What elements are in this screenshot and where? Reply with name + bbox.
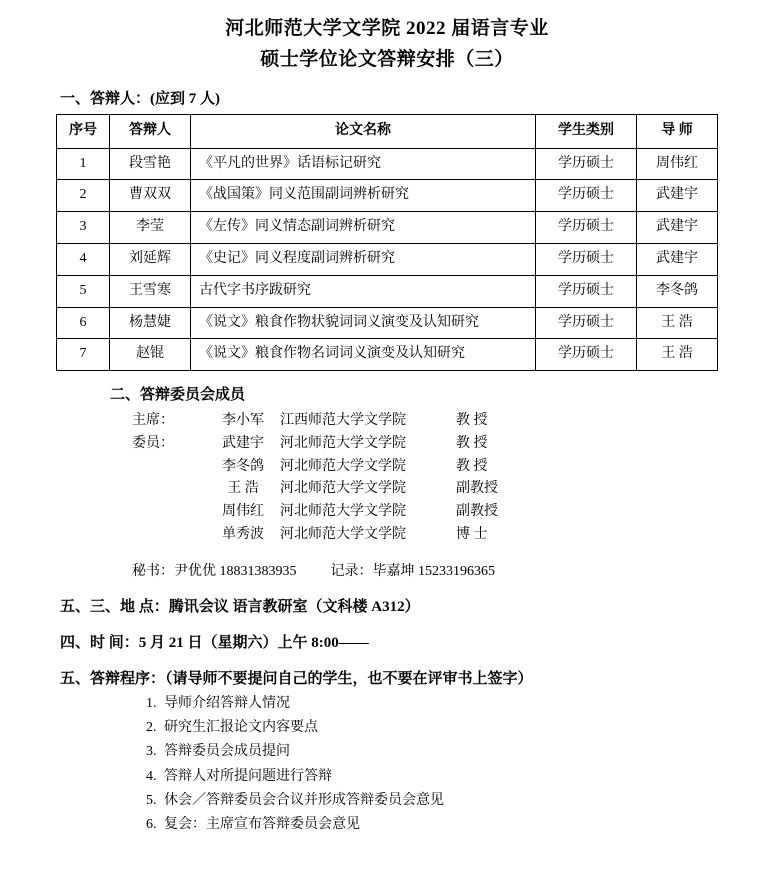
list-item: 6. 复会：主席宣布答辩委员会意见 — [160, 813, 718, 837]
member-org: 江西师范大学文学院 — [280, 413, 406, 429]
section-heading-time: 四、时 间：5 月 21 日（星期六）上午 8:00—— — [60, 635, 369, 652]
list-item — [132, 456, 718, 479]
cell-advisor: 武建宇 — [637, 212, 718, 244]
member-org: 河北师范大学文学院 — [280, 458, 406, 474]
section-heading-defenders: 一、答辩人：(应到 7 人) — [60, 90, 220, 107]
member-rank: 教 授 — [456, 458, 488, 474]
table-row — [57, 212, 718, 244]
member-role — [132, 478, 206, 501]
cell-advisor: 武建宇 — [637, 180, 718, 212]
column-header-student-type: 学生类别 — [536, 114, 637, 148]
member-org: 河北师范大学文学院 — [280, 481, 406, 497]
document-title-line-2: 硕士学位论文答辩安排（三） — [260, 49, 514, 71]
cell-student-type: 学历硕士 — [536, 212, 637, 244]
column-header-advisor: 导 师 — [637, 114, 718, 148]
cell-no: 7 — [57, 339, 110, 371]
cell-student-type: 学历硕士 — [536, 148, 637, 180]
cell-no: 1 — [57, 148, 110, 180]
cell-thesis: 《史记》同义程度副词辨析研究 — [191, 244, 536, 276]
member-rank: 副教授 — [456, 481, 498, 497]
cell-advisor: 周伟红 — [637, 148, 718, 180]
recorder-value: 毕嘉坤 15233196365 — [372, 564, 495, 580]
cell-defender: 段雪艳 — [110, 148, 191, 180]
cell-defender: 刘延辉 — [110, 244, 191, 276]
list-item — [132, 410, 718, 433]
defense-schedule-table — [56, 114, 718, 371]
column-header-no: 序号 — [57, 114, 110, 148]
cell-thesis: 《左传》同义情态副词辨析研究 — [191, 212, 536, 244]
cell-no: 5 — [57, 275, 110, 307]
secretary-line — [56, 560, 718, 580]
cell-advisor: 李冬鸽 — [637, 275, 718, 307]
cell-thesis: 《平凡的世界》话语标记研究 — [191, 148, 536, 180]
member-name: 周伟红 — [222, 503, 264, 519]
member-org: 河北师范大学文学院 — [280, 503, 406, 519]
procedure-step-list — [56, 692, 718, 836]
member-org: 河北师范大学文学院 — [280, 435, 406, 451]
table-row — [57, 180, 718, 212]
cell-thesis: 古代字书序跋研究 — [191, 275, 536, 307]
document-title-line-1: 河北师范大学文学院 2022 届语言专业 — [225, 18, 549, 39]
cell-no: 6 — [57, 307, 110, 339]
column-header-defender: 答辩人 — [110, 114, 191, 148]
column-header-thesis: 论文名称 — [191, 114, 536, 148]
table-row — [57, 307, 718, 339]
cell-no: 2 — [57, 180, 110, 212]
committee-member-list — [56, 410, 718, 546]
cell-student-type: 学历硕士 — [536, 307, 637, 339]
cell-student-type: 学历硕士 — [536, 339, 637, 371]
table-header-row — [57, 114, 718, 148]
member-rank: 教 授 — [456, 435, 488, 451]
table-row — [57, 275, 718, 307]
cell-defender: 杨慧婕 — [110, 307, 191, 339]
table-row — [57, 148, 718, 180]
recorder-label: 记录： — [330, 564, 373, 580]
member-rank: 博 士 — [456, 526, 488, 542]
member-role — [132, 501, 206, 524]
member-name: 武建宇 — [222, 435, 264, 451]
member-rank: 副教授 — [456, 503, 498, 519]
member-role: 委员： — [132, 435, 174, 451]
cell-defender: 李莹 — [110, 212, 191, 244]
cell-advisor: 武建宇 — [637, 244, 718, 276]
cell-no: 4 — [57, 244, 110, 276]
member-role — [132, 524, 206, 547]
cell-student-type: 学历硕士 — [536, 244, 637, 276]
list-item: 3. 答辩委员会成员提问 — [160, 740, 718, 764]
cell-thesis: 《战国策》同义范围副词辨析研究 — [191, 180, 536, 212]
section-heading-procedure: 五、答辩程序：（请导师不要提问自己的学生，也不要在评审书上签字） — [60, 671, 533, 688]
table-row — [57, 244, 718, 276]
section-heading-committee: 二、答辩委员会成员 — [110, 387, 246, 404]
cell-thesis: 《说文》粮食作物名词词义演变及认知研究 — [191, 339, 536, 371]
secretary-value: 尹优优 18831383935 — [174, 564, 297, 580]
section-heading-location: 五、三、地 点：腾讯会议 语言教研室（文科楼 A312） — [60, 599, 420, 616]
cell-advisor: 王 浩 — [637, 339, 718, 371]
list-item — [132, 524, 718, 547]
list-item: 1. 导师介绍答辩人情况 — [160, 692, 718, 716]
cell-thesis: 《说文》粮食作物状貌词词义演变及认知研究 — [191, 307, 536, 339]
cell-student-type: 学历硕士 — [536, 180, 637, 212]
cell-defender: 王雪寒 — [110, 275, 191, 307]
cell-advisor: 王 浩 — [637, 307, 718, 339]
cell-no: 3 — [57, 212, 110, 244]
cell-defender: 赵锟 — [110, 339, 191, 371]
member-name: 李冬鸽 — [222, 458, 264, 474]
cell-defender: 曹双双 — [110, 180, 191, 212]
list-item: 5. 休会／答辩委员会合议并形成答辩委员会意见 — [160, 789, 718, 813]
secretary-label: 秘书： — [132, 564, 174, 580]
list-item — [132, 433, 718, 456]
list-item: 2. 研究生汇报论文内容要点 — [160, 716, 718, 740]
member-name: 王 浩 — [227, 481, 259, 497]
cell-student-type: 学历硕士 — [536, 275, 637, 307]
list-item: 4. 答辩人对所提问题进行答辩 — [160, 765, 718, 789]
list-item — [132, 478, 718, 501]
member-name: 单秀波 — [222, 526, 264, 542]
member-rank: 教 授 — [456, 413, 488, 429]
member-role: 主席： — [132, 413, 174, 429]
member-name: 李小军 — [222, 413, 264, 429]
table-row — [57, 339, 718, 371]
list-item — [132, 501, 718, 524]
member-org: 河北师范大学文学院 — [280, 526, 406, 542]
member-role — [132, 456, 206, 479]
